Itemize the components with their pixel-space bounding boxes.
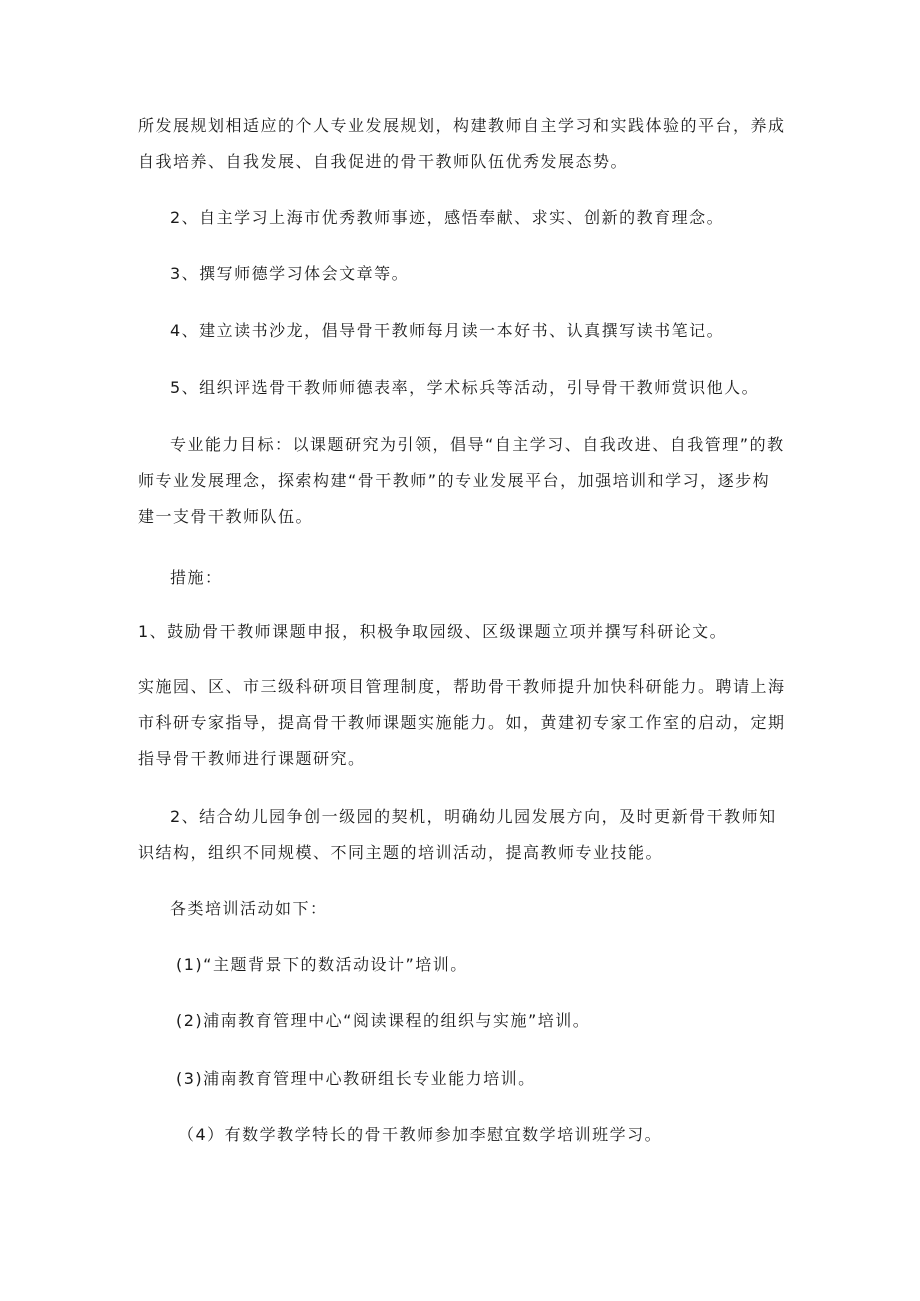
paragraph-training-heading: 各类培训活动如下： [170,899,328,918]
paragraph-item-3: 3、撰写师德学习体会文章等。 [170,264,410,283]
training-item-4: （4）有数学教学特长的骨干教师参加李慰宜数学培训班学习。 [178,1125,663,1144]
paragraph-measure-1: 1、鼓励骨干教师课题申报，积极争取园级、区级课题立项并撰写科研论文。 [138,622,728,641]
paragraph-development-plan: 所发展规划相适应的个人专业发展规划，构建教师自主学习和实践体验的平台，养成自我培养、自我发展、自我促进的骨干教师队伍优秀发展态势。 [138,116,786,171]
paragraph-item-5: 5、组织评选骨干教师师德表率，学术标兵等活动，引导骨干教师赏识他人。 [170,378,760,397]
training-item-3: (3)浦南教育管理中心教研组长专业能力培训。 [176,1069,536,1088]
paragraph-professional-goal: 专业能力目标：以课题研究为引领，倡导“自主学习、自我改进、自我管理”的教师专业发展理念，探索构建“骨干教师”的专业发展平台，加强培训和学习，逐步构建一支骨干教师队伍。 [138,435,785,526]
paragraph-measure-2: 2、结合幼儿园争创一级园的契机，明确幼儿园发展方向，及时更新骨干教师知识结构，组织不同规模、不同主题的培训活动，提高教师专业技能。 [138,807,777,862]
paragraph-item-4: 4、建立读书沙龙，倡导骨干教师每月读一本好书、认真撰写读书笔记。 [170,321,725,340]
training-item-1: (1)“主题背景下的数活动设计”培训。 [176,955,468,974]
training-item-2: (2)浦南教育管理中心“阅读课程的组织与实施”培训。 [176,1011,591,1030]
paragraph-research-system: 实施园、区、市三级科研项目管理制度，帮助骨干教师提升加快科研能力。聘请上海市科研专家指导，提高骨干教师课题实施能力。如，黄建初专家工作室的启动，定期指导骨干教师进行课题研究。 [138,677,786,768]
paragraph-measures-heading: 措施： [170,568,223,587]
paragraph-item-2: 2、自主学习上海市优秀教师事迹，感悟奉献、求实、创新的教育理念。 [170,208,725,227]
